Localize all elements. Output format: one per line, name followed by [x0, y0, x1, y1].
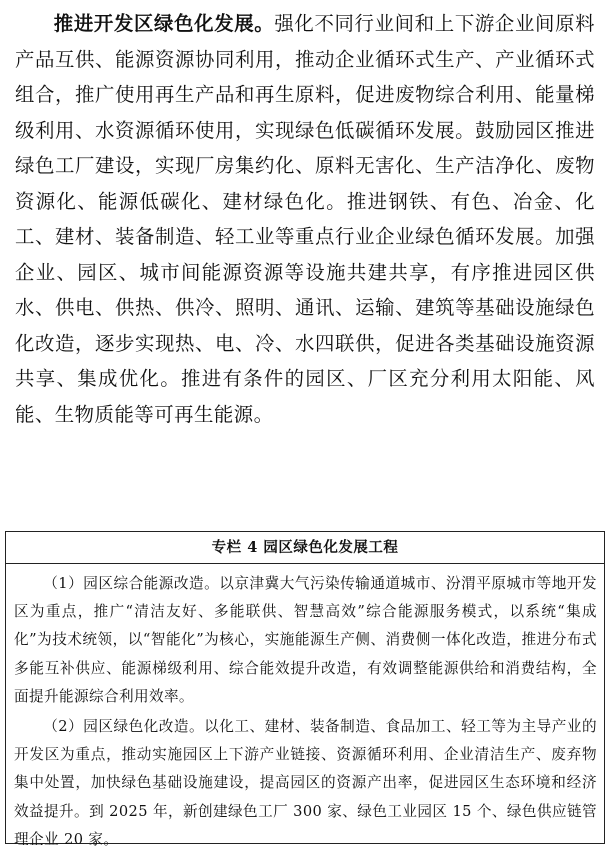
column-item-1: （1）园区综合能源改造。以京津冀大气污染传输通道城市、汾渭平原城市等地开发区为重点，推广“清洁友好、多能联供、智慧高效”综合能源服务模式，以系统“集成化”为技术统领，以“智能化”为核心，实施能源生产侧、消费侧一体化改造，推进分布式多能互补供应、能源梯级利用、综合能效提升改造，有效调整能源供给和消费结构，全面提升能源综合利用效率。 — [14, 575, 597, 705]
paragraph-lead-heading: 推进开发区绿色化发展。 — [53, 12, 275, 35]
column-box-body — [6, 564, 604, 854]
column-box — [5, 531, 605, 848]
paragraph-body-text: 强化不同行业间和上下游企业间原料产品互供、能源资源协同利用，推动企业循环式生产、产业循环式组合，推广使用再生产品和再生原料，促进废物综合利用、能量梯级利用、水资源循环使用，实现绿色低碳循环发展。鼓励园区推进绿色工厂建设，实现厂房集约化、原料无害化、生产洁净化、废物资源化、能源低碳化、建材绿色化。推进钢铁、有色、冶金、化工、建材、装备制造、轻工业等重点行业企业绿色循环发展。加强企业、园区、城市间能源资源等设施共建共享，有序推进园区供水、供电、供热、供冷、照明、通讯、运输、建筑等基础设施绿色化改造，逐步实现热、电、冷、水四联供，促进各类基础设施资源共享、集成优化。推进有条件的园区、厂区充分利用太阳能、风能、生物质能等可再生能源。 — [15, 12, 596, 426]
column-box-title: 专栏 4 园区绿色化发展工程 — [6, 532, 604, 564]
main-paragraph — [15, 6, 595, 432]
column-item-2: （2）园区绿色化改造。以化工、建材、装备制造、食品加工、轻工等为主导产业的开发区为重点，推动实施园区上下游产业链接、资源循环利用、企业清洁生产、废弃物集中处置，加快绿色基础设施建设，提高园区的资源产出率，促进园区生态环境和经济效益提升。到 2025 年，新创建绿色工厂 300 家、绿色工业园区 15 个、绿色供应链管理企业 20 家。 — [14, 718, 597, 848]
